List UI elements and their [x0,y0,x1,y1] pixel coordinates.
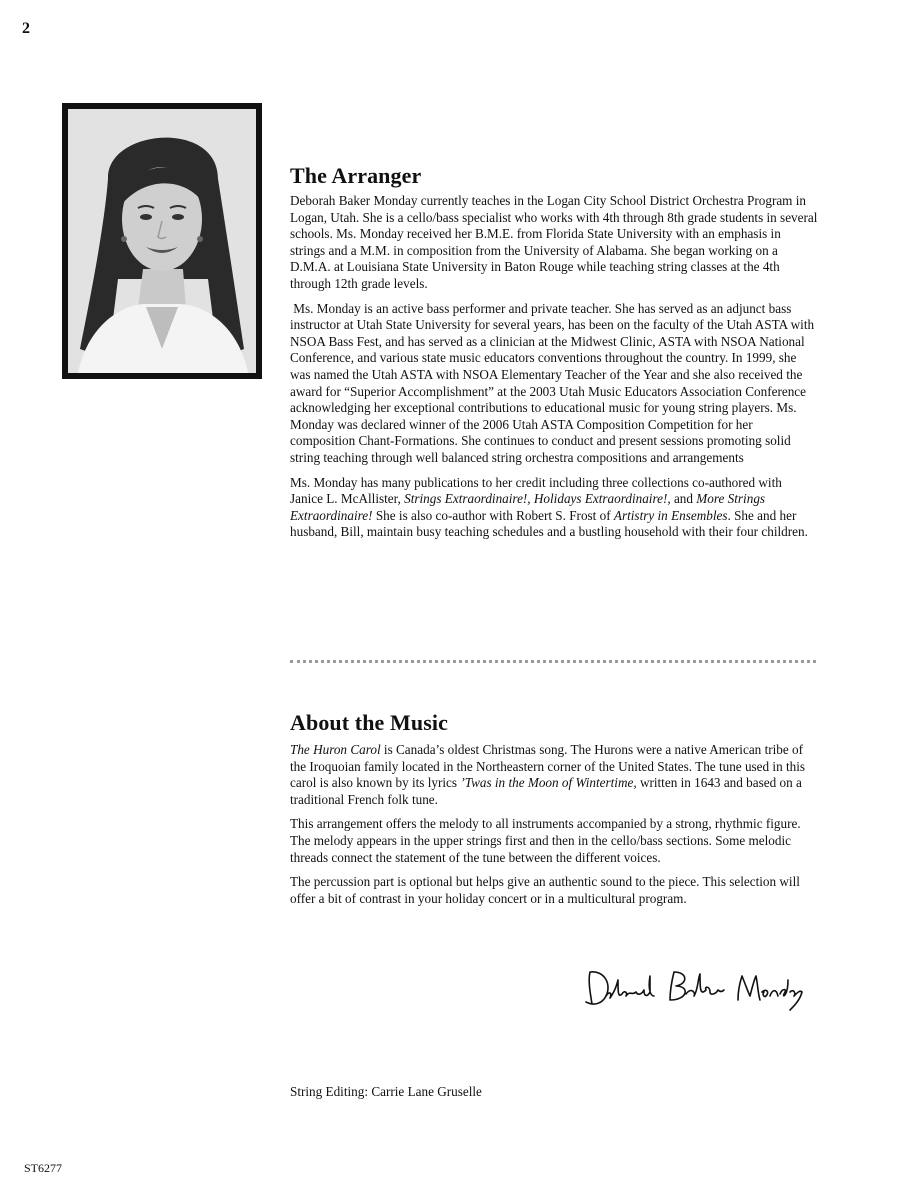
arranger-section [290,163,818,549]
about-music-heading: About the Music [290,710,448,735]
handwritten-signature [578,966,808,1016]
arranger-paragraph-1: Deborah Baker Monday currently teaches in the Logan City School District Orchestra Program in Logan, Utah. She is a cello/bass specialist who works with 4th through 8th grade students in several schools. Ms. Monday received her B.M.E. from Florida State University with an emphasis in strings and a M.M. in composition from the University of Alabama. She began working on a D.M.A. at Louisiana State University in Baton Rouge while teaching string classes at the 4th through 12th grade levels. [290,193,818,291]
arranger-portrait-photo [62,103,262,379]
about-paragraph-3: The percussion part is optional but helps give an authentic sound to the piece. This selection will offer a bit of contrast in your holiday concert or in a multicultural program. [290,874,800,906]
arranger-paragraph-3: Ms. Monday has many publications to her credit including three collections co-authored with Janice L. McAllister, Strings Extraordinaire!, Holidays Extraordinaire!, and More Strings Extraordinaire! She is also co-author with Robert S. Frost of Artistry in Ensembles. She and her husband, Bill, maintain busy teaching schedules and a bustling household with their four children. [290,474,808,540]
about-paragraph-1: The Huron Carol is Canada’s oldest Christmas song. The Hurons were a native American tribe of the Iroquoian family located in the Northeastern corner of the United States. The tune used in this carol is also known by its lyrics ’Twas in the Moon of Wintertime, written in 1643 and based on a traditional French folk tune. [290,742,806,807]
string-editing-credit: String Editing: Carrie Lane Gruselle [290,1084,482,1099]
arranger-paragraph-2: Ms. Monday is an active bass performer and private teacher. She has served as an adjunct bass instructor at Utah State University for several years, has been on the faculty of the Utah ASTA with NSOA Bass Fest, and has served as a clinician at the Midwest Clinic, ASTA with NSOA National Conference, and various state music educators conventions throughout the country. In 1999, she was named the Utah ASTA with NSOA Elementary Teacher of the Year and she also received the award for “Superior Accomplishment” at the 2003 Utah Music Educators Association Conference acknowledging her exceptional contributions to educational music for young string players. Ms. Monday was declared winner of the 2006 Utah ASTA Composition Competition for her composition Chant-Formations. She continues to conduct and present sessions promoting solid string teaching through well balanced string orchestra compositions and arrangements [290,300,815,465]
about-music-section [290,710,818,915]
page-number: 2 [22,20,30,37]
section-divider [290,660,816,663]
arranger-heading: The Arranger [290,163,422,188]
about-paragraph-2: This arrangement offers the melody to all instruments accompanied by a strong, rhythmic figure. The melody appears in the upper strings first and then in the cello/bass sections. Some melodic threads connect the statement of the tune between the different voices. [290,816,801,865]
catalog-code: ST6277 [24,1161,63,1175]
portrait-illustration [68,109,256,373]
